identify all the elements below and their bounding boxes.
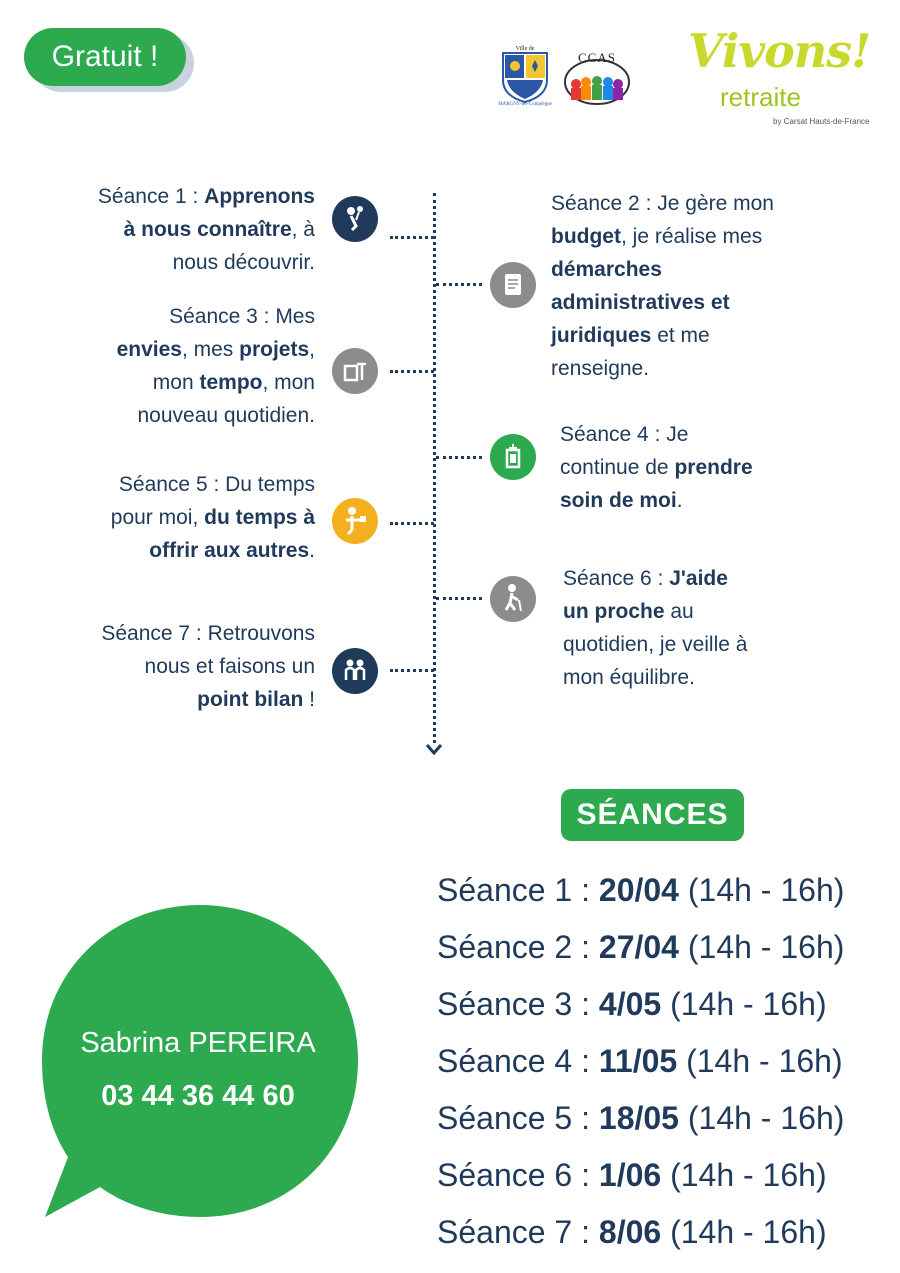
vivons-logo-byline: by Carsat Hauts-de-France bbox=[773, 117, 870, 126]
connector-1 bbox=[390, 236, 434, 239]
people-icon bbox=[332, 648, 378, 694]
schedule-label: Séance 7 : bbox=[437, 1214, 599, 1250]
session-3-text: Séance 3 : Mes envies, mes projets, mon tempo, mon nouveau quotidien. bbox=[116, 305, 315, 427]
schedule-row bbox=[437, 986, 827, 1023]
schedule-date: 4/05 bbox=[598, 986, 662, 1022]
microphone-person-icon bbox=[332, 196, 378, 242]
schedule-hours: (14h - 16h) bbox=[670, 1214, 827, 1250]
connector-6 bbox=[436, 597, 482, 600]
schedule-row bbox=[437, 1100, 844, 1137]
lantern-icon bbox=[490, 434, 536, 480]
free-badge: Gratuit ! bbox=[24, 28, 186, 86]
document-icon bbox=[490, 262, 536, 308]
schedule-date: 18/05 bbox=[598, 1100, 679, 1136]
schedule-row bbox=[437, 1214, 827, 1251]
timeline-arrow-icon bbox=[424, 742, 444, 763]
schedule-date: 8/06 bbox=[598, 1214, 662, 1250]
schedule-hours: (14h - 16h) bbox=[686, 1043, 843, 1079]
schedule-row bbox=[437, 872, 844, 909]
person-giving-icon bbox=[332, 498, 378, 544]
schedule-label: Séance 6 : bbox=[437, 1157, 599, 1193]
schedule-date: 27/04 bbox=[598, 929, 679, 965]
contact-bubble bbox=[40, 905, 360, 1225]
ville-logo bbox=[497, 44, 553, 106]
contact-name: Sabrina PEREIRA bbox=[80, 1027, 316, 1059]
svg-text:MARGNY-lès-Compiègne: MARGNY-lès-Compiègne bbox=[498, 102, 552, 106]
schedule-label: Séance 4 : bbox=[437, 1043, 599, 1079]
schedule-label: Séance 2 : bbox=[437, 929, 599, 965]
schedule-label: Séance 1 : bbox=[437, 872, 599, 908]
contact-phone[interactable]: 03 44 36 44 60 bbox=[101, 1080, 295, 1112]
schedule-hours: (14h - 16h) bbox=[670, 986, 827, 1022]
schedule-label: Séance 3 : bbox=[437, 986, 599, 1022]
vivons-logo-title: Vivons! bbox=[688, 24, 871, 78]
schedule-hours: (14h - 16h) bbox=[687, 1100, 845, 1136]
session-1-text: Séance 1 : Apprenons à nous connaître, à nous découvrir. bbox=[97, 185, 315, 274]
schedule-hours: (14h - 16h) bbox=[670, 1157, 827, 1193]
person-cane-icon bbox=[490, 576, 536, 622]
session-2-text: Séance 2 : Je gère mon budget, je réalise mes démarches administratives et juridiques et me renseigne. bbox=[551, 192, 774, 380]
schedule-hours: (14h - 16h) bbox=[687, 872, 845, 908]
session-5-text: Séance 5 : Du temps pour moi, du temps à offrir aux autres. bbox=[110, 473, 315, 562]
session-7-text: Séance 7 : Retrouvons nous et faisons un point bilan ! bbox=[101, 622, 315, 711]
connector-5 bbox=[390, 522, 434, 525]
schedule-date: 11/05 bbox=[598, 1043, 678, 1079]
schedule-date: 1/06 bbox=[598, 1157, 662, 1193]
person-signpost-icon bbox=[332, 348, 378, 394]
vivons-logo-subtitle: retraite bbox=[720, 82, 801, 112]
schedule-label: Séance 5 : bbox=[437, 1100, 599, 1136]
session-6-text: Séance 6 : J'aide un proche au quotidien, je veille à mon équilibre. bbox=[563, 567, 748, 689]
schedule-row bbox=[437, 929, 844, 966]
ville-logo-text: Ville de bbox=[515, 46, 535, 52]
ccas-logo-text: CCAS bbox=[578, 50, 616, 65]
seances-title: SÉANCES bbox=[561, 789, 744, 841]
session-4-text: Séance 4 : Je continue de prendre soin de moi. bbox=[560, 423, 753, 512]
connector-7 bbox=[390, 669, 434, 672]
connector-3 bbox=[390, 370, 434, 373]
connector-2 bbox=[436, 283, 482, 286]
timeline-line bbox=[433, 193, 436, 743]
connector-4 bbox=[436, 456, 482, 459]
schedule-date: 20/04 bbox=[598, 872, 679, 908]
schedule-hours: (14h - 16h) bbox=[687, 929, 845, 965]
schedule-row bbox=[437, 1043, 843, 1080]
schedule-row bbox=[437, 1157, 827, 1194]
